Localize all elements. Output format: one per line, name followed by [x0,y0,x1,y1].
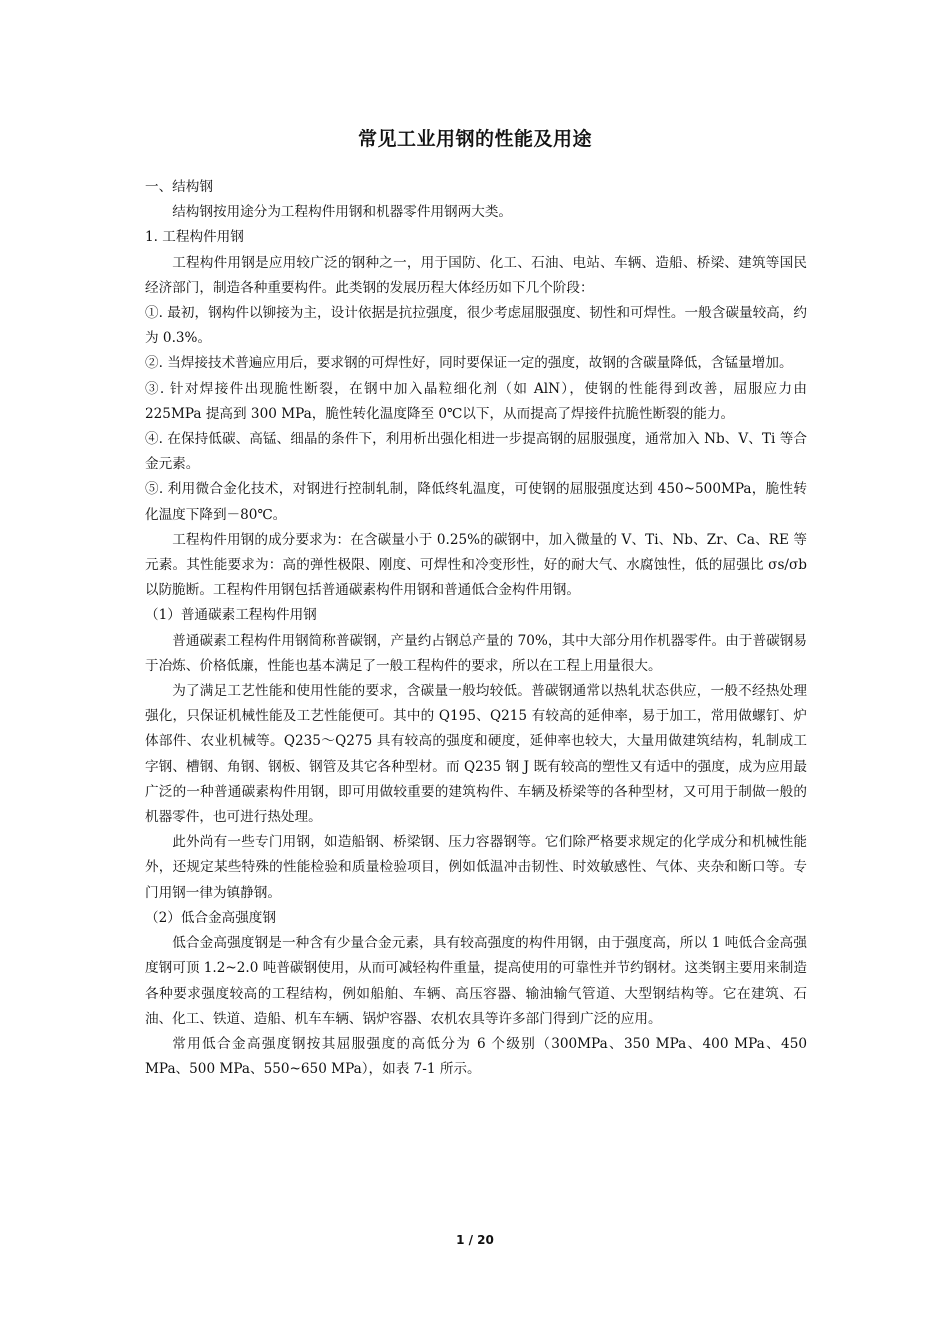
paragraph: 结构钢按用途分为工程构件用钢和机器零件用钢两大类。 [172,204,513,221]
paragraph: 此外尚有一些专门用钢，如造船钢、桥梁钢、压力容器钢等。它们除严格要求规定的化学成分和机械性能外，还规定某些特殊的性能检验和质量检验项目，例如低温冲击韧性、时效敏感性、气体、夹杂和断口等。专门用钢一律为镇静钢。 [145,834,807,901]
page-number: 1 / 20 [456,1233,494,1247]
document-body [145,175,807,1082]
section-heading: 一、结构钢 [145,179,213,195]
paragraph: 低合金高强度钢是一种含有少量合金元素，具有较高强度的构件用钢，由于强度高，所以 1 吨低合金高强度钢可顶 1.2~2.0 吨普碳钢使用，从而可减轻构件重量，提高使用的可靠性并节约钢材。这类钢主要用来制造各种要求强度较高的工程结构，例如船舶、车辆、高压容器、输油输气管道、大型钢结构等。它在建筑、石油、化工、铁道、造船、机车车辆、锅炉容器、农机农具等许多部门得到广泛的应用。 [145,935,807,1027]
subsection-heading: （1）普通碳素工程构件用钢 [145,607,317,624]
paragraph: 工程构件用钢是应用较广泛的钢种之一，用于国防、化工、石油、电站、车辆、造船、桥梁、建筑等国民经济部门，制造各种重要构件。此类钢的发展历程大体经历如下几个阶段： [145,254,807,296]
subsection-heading: （2）低合金高强度钢 [145,909,276,926]
document-title: 常见工业用钢的性能及用途 [357,128,592,150]
paragraph: 普通碳素工程构件用钢简称普碳钢，产量约占钢总产量的 70%，其中大部分用作机器零件。由于普碳钢易于冶炼、价格低廉，性能也基本满足了一般工程构件的要求，所以在工程上用量很大。 [145,632,807,674]
list-item: ①. 最初，钢构件以铆接为主，设计依据是抗拉强度，很少考虑屈服强度、韧性和可焊性。一般含碳量较高，约为 0.3%。 [145,305,807,347]
paragraph: 常用低合金高强度钢按其屈服强度的高低分为 6 个级别（300MPa、350 MPa、400 MPa、450 MPa、500 MPa、550~650 MPa），如表 7-1 所示。 [145,1035,807,1078]
paragraph: 工程构件用钢的成分要求为：在含碳量小于 0.25%的碳钢中，加入微量的 V、Ti、Nb、Zr、Ca、RE 等元素。其性能要求为：高的弹性极限、刚度、可焊性和冷变形性，好的耐大气、水腐蚀性，低的屈强比 σs/σb 以防脆断。工程构件用钢包括普通碳素构件用钢和普通低合金构件用钢。 [145,531,807,599]
paragraph: 为了满足工艺性能和使用性能的要求，含碳量一般均较低。普碳钢通常以热轧状态供应，一般不经热处理强化，只保证机械性能及工艺性能便可。其中的 Q195、Q215 有较高的延伸率，易于加工，常用做螺钉、炉体部件、农业机械等。Q235～Q275 具有较高的强度和硬度，延伸率也较大，大量用做建筑结构，轧制成工字钢、槽钢、角钢、钢板、钢管及其它各种型材。而 Q235 钢 J 既有较高的塑性又有适中的强度，成为应用最广泛的一种普通碳素构件用钢，即可用做较重要的建筑构件、车辆及桥梁等的各种型材，又可用于制做一般的机器零件，也可进行热处理。 [145,683,807,826]
list-item: ③. 针对焊接件出现脆性断裂，在钢中加入晶粒细化剂（如 AlN），使钢的性能得到改善，屈服应力由 225MPa 提高到 300 MPa，脆性转化温度降至 0℃以下，从而提高了焊接件抗脆性断裂的能力。 [145,380,807,422]
list-item: ②. 当焊接技术普遍应用后，要求钢的可焊性好，同时要保证一定的强度，故钢的含碳量降低，含锰量增加。 [145,355,793,372]
list-item: ⑤. 利用微合金化技术，对钢进行控制轧制，降低终轧温度，可使钢的屈服强度达到 450~500MPa，脆性转化温度下降到－80℃。 [145,481,807,523]
subsection-heading: 1. 工程构件用钢 [145,229,244,246]
list-item: ④. 在保持低碳、高锰、细晶的条件下，利用析出强化相进一步提高钢的屈服强度，通常加入 Nb、V、Ti 等合金元素。 [145,431,807,473]
